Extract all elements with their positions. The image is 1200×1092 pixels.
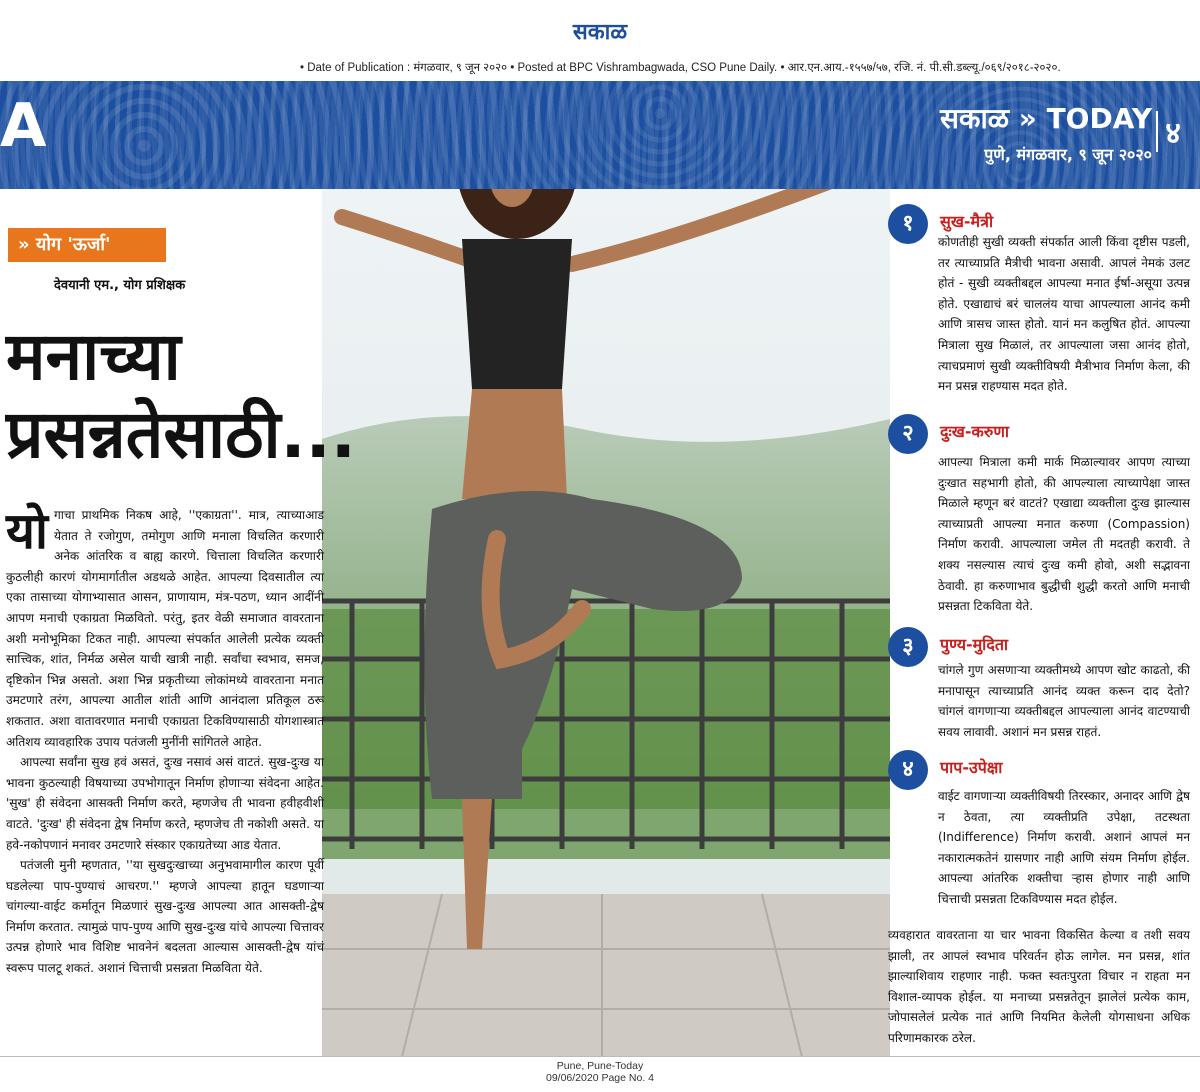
headline-line-1: मनाच्या [6, 318, 181, 395]
masthead-logo: सकाळ [572, 19, 628, 45]
point-4-header [888, 750, 1190, 790]
page-banner [0, 81, 1200, 189]
page-footer [0, 1060, 1200, 1084]
page-number: ४ [1156, 111, 1188, 152]
point-3-body: चांगले गुण असणाऱ्या व्यक्तीमध्ये आपण खोट काढतो, की मनापासून त्याच्याप्रति आनंद व्यक्त करून दाद देतो? चांगलं वागणाऱ्या व्यक्तीबद्दल आपल्याला आनंद वाटण्याची सवय लावावी. अशानं मन प्रसन्न राहतं. [938, 663, 1190, 739]
article-body-left [6, 502, 324, 979]
headline [6, 318, 406, 474]
paragraph-3: पतंजली मुनी म्हणतात, ''या सुखदुःखाच्या अनुभवामागील कारण पूर्वी घडलेल्या पाप-पुण्याचं आचरण.'' म्हणजे आपल्या हातून घडणाऱ्या चांगल्या-वाईट कर्मातून मिळणारं सुख-दुःख आपल्या आत आसक्ती-द्वेष निर्माण करतात. त्यामुळं पाप-पुण्य आणि सुख-दुःख यांचे आपल्या चित्तावर उत्पन्न होणारे भाव विशिष्ट भावनेनं बदलता आल्यास आसक्ती-द्वेष यांचं स्वरूप पालटू शकतं. अशानं चित्ताची प्रसन्नता मिळविता येते. [6, 858, 324, 976]
point-4-title: पाप-उपेक्षा [940, 758, 1003, 777]
footer-rule [0, 1056, 1200, 1057]
point-3-title: पुण्य-मुदिता [940, 635, 1009, 654]
point-2-title: दुःख-करुणा [940, 422, 1010, 441]
banner-letter-art: A [0, 91, 47, 161]
brand-title: सकाळ » TODAY [940, 102, 1152, 135]
paragraph-1-text: गाचा प्राथमिक निकष आहे, ''एकाग्रता''. मात्र, त्याच्याआड येतात ते रजोगुण, तमोगुण आणि मनाला विचलित करणारी अनेक आंतरिक व बाह्य कारणे. चित्ताला विचलित करणारी कुठलीही कारणं योगमार्गातील अडथळे आहेत. आपल्या दिवसातील त्या एका तासाच्या योगाभ्यासात आसन, प्राणायाम, मंत्र-पठण, ध्यान आदींनी आपण मनाची एकाग्रता मिळवितो. परंतु, इतर वेळी समाजात वावरताना अशी मनोभूमिका टिकत नाही. आपल्या संपर्कात आलेली प्रत्येक व्यक्ती सात्त्विक, शांत, निर्मळ असेल याची खात्री नाही. सर्वांचा स्वभाव, समज, दृष्टिकोन भिन्न असतो. अशा भिन्न प्रकृतीच्या लोकांमध्ये वावरताना मनात उमटणारे तरंग, आपल्या आतील शांती आणि आनंदाला प्रतिकूल ठरू शकतात. अशा वातावरणात मनाची एकाग्रता टिकविण्यासाठी योगशास्त्रात अतिशय व्यावहारिक उपाय पतंजली मुनींनी सांगितले आहेत. [6, 508, 324, 749]
point-3-number-badge: ३ [888, 627, 928, 667]
photo-greenery [322, 609, 890, 859]
point-4-body: वाईट वागणाऱ्या व्यक्तीविषयी तिरस्कार, अनादर आणि द्वेष न ठेवता, त्या व्यक्तीप्रति उपेक्षा, तटस्थता (Indifference) निर्माण करावी. अशानं आपलं मन नकारात्मकतेनं ग्रासणार नाही आणि संयम निर्माण होईल. आपल्या आंतरिक शक्तीचा ऱ्हास होणार नाही आणि चित्ताची प्रसन्नता टिकविण्यास मदत होईल. [938, 789, 1190, 906]
section-tag: » योग 'ऊर्जा' [8, 228, 166, 262]
place-date: पुणे, मंगळवार, ९ जून २०२० [984, 145, 1152, 164]
footer-date-page: 09/06/2020 Page No. 4 [545, 1072, 654, 1084]
byline: देवयानी एम., योग प्रशिक्षक [54, 278, 186, 293]
closing-paragraph: व्यवहारात वावरताना या चार भावना विकसित केल्या व तशी सवय झाली, तर आपलं स्वभाव परिवर्तन होऊ लागेल. मन प्रसन्न, शांत झाल्याशिवाय राहणार नाही. फक्त स्वतःपुरता विचार न राहता मन विशाल-व्यापक होईल. या मनाच्या प्रसन्नतेतून झालेलं प्रत्येक काम, जोपासलेलं प्रत्येक नातं आणि नियमित केलेली योगसाधना अधिक परिणामकारक ठरेल. [888, 928, 1190, 1045]
point-1-title: सुख-मैत्री [940, 212, 994, 231]
point-2-body: आपल्या मित्राला कमी मार्क मिळाल्यावर आपण त्याच्या दुःखात सहभागी होतो, की आपल्याला त्याच्यापेक्षा जास्त मिळाले म्हणून बरं वाटतं? एखाद्या व्यक्तीला दुःख झाल्यास त्याच्याप्रती आपल्या मनात करुणा (Compassion) निर्माण करावी. आपल्याला जमेल ती मदतही करावी. ते शक्य नसल्यास त्याचं दुःख कमी होवो, अशी सद्भावना ठेवावी. हा करुणाभाव बुद्धीची शुद्धी करतो आणि मनाची प्रसन्नता टिकविता येते. [938, 455, 1190, 614]
point-1-body: कोणतीही सुखी व्यक्ती संपर्कात आली किंवा दृष्टीस पडली, तर त्याच्याप्रति मैत्रीची भावना असावी. आपलं नेमकं उलट होतं - सुखी व्यक्तीबद्दल आपल्या मनात ईर्षा-असूया उत्पन्न होते. एखाद्याचं बरं चाललंय याचा आपल्याला आनंद कमी आणि त्रासच जास्त होतो. यानं मन कलुषित होतं. आपल्या मित्राला सुख मिळालं, तर आपल्याला जसा आनंद होतो, त्याचप्रमाणं सुखी व्यक्तीविषयी मैत्रीभाव निर्माण केला, की मन प्रसन्न राहण्यास मदत होते. [938, 235, 1190, 394]
footer-edition: Pune, Pune-Today [556, 1060, 644, 1072]
article-photo [322, 189, 890, 1057]
point-2-number-badge: २ [888, 414, 928, 454]
point-1-number-badge: १ [888, 204, 928, 244]
publication-line: • Date of Publication : मंगळवार, ९ जून २०२० • Posted at BPC Vishrambagwada, CSO Pune Daily. • आर.एन.आय.-१५५७/५७, रजि. नं. पी.सी.डब्ल्यू./०६९/२०१८-२०२०. [300, 62, 1061, 74]
paragraph-2: आपल्या सर्वांना सुख हवं असतं, दुःख नसावं असं वाटतं. सुख-दुःख या भावना कुठल्याही विषयाच्या उपभोगातून निर्माण होणाऱ्या संवेदना आहेत. 'सुख' ही संवेदना आसक्ती निर्माण करते, म्हणजेच ती भावना हवीहवीशी वाटते. 'दुःख' ही संवेदना द्वेष निर्माण करते, म्हणजेच ती नकोशी असते. या हवे-नकोपणानं मनावर उमटणारे संस्कार एकाग्रतेच्या आड येतात. [6, 755, 324, 852]
paragraph-1 [6, 502, 324, 752]
point-4-number-badge: ४ [888, 750, 928, 790]
headline-line-2: प्रसन्नतेसाठी... [6, 396, 356, 473]
point-2-header [888, 414, 1190, 454]
dropcap: यो [6, 502, 48, 560]
